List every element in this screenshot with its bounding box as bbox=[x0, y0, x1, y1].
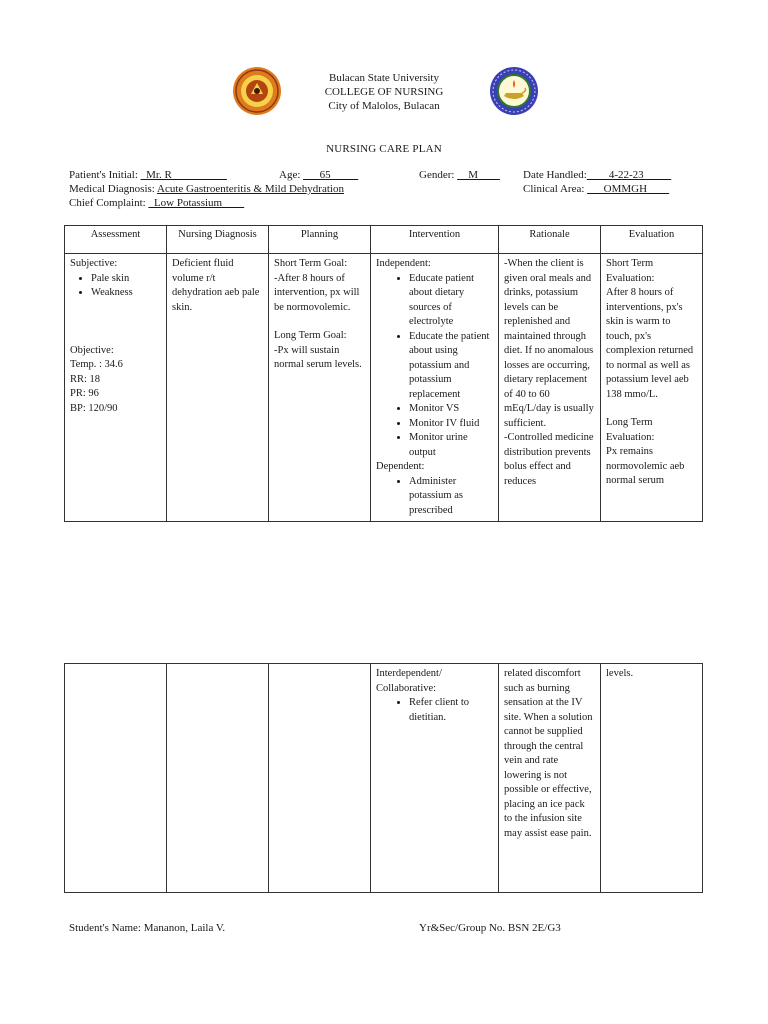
rationale-cell bbox=[499, 254, 601, 522]
column-header-rationale: Rationale bbox=[499, 226, 601, 254]
gender-line bbox=[419, 169, 500, 181]
table-row bbox=[65, 664, 703, 893]
objective-item: BP: 120/90 bbox=[70, 402, 118, 414]
objective-item: RR: 18 bbox=[70, 373, 101, 385]
student-name-line bbox=[69, 922, 225, 934]
university-seal-icon bbox=[232, 66, 282, 116]
table-row bbox=[65, 254, 703, 522]
gender-value: __M____ bbox=[457, 169, 500, 181]
gender-label: Gender: bbox=[419, 169, 458, 181]
rationale-paragraph: -When the client is given oral meals and drinks, potassium levels can be replenished and maintained through diet. If no anomalous losses are occurring, dietary replacement of 40 to 60 mEq/L/day is usually sufficient. bbox=[504, 258, 594, 429]
column-header-evaluation: Evaluation bbox=[601, 226, 703, 254]
care-plan-table bbox=[64, 225, 703, 522]
section-group-value: BSN 2E/G3 bbox=[507, 922, 561, 934]
nursing-diagnosis-cell-empty bbox=[167, 664, 269, 893]
age-line bbox=[279, 169, 358, 181]
list-item: • Pale skin bbox=[91, 272, 161, 287]
section-group-label: Yr&Sec/Group No. bbox=[419, 922, 508, 934]
objective-label: Objective: bbox=[70, 344, 114, 356]
long-term-evaluation-label: Long Term Evaluation: bbox=[606, 417, 655, 443]
student-name-value: Mananon, Laila V. bbox=[143, 922, 226, 934]
list-item: • Educate the patient about using potassium and potassium replacement bbox=[409, 330, 493, 403]
planning-cell-empty bbox=[269, 664, 371, 893]
objective-item: Temp. : 34.6 bbox=[70, 359, 123, 370]
objective-item: PR: 96 bbox=[70, 388, 99, 399]
rationale-cell: related discomfort such as burning sensation at the IV site. When a solution cannot be supplied through the central vein and rate lowering is not possible or effective, placing an ice pack to the infusion site may assist ease pain. bbox=[499, 664, 601, 893]
collaborative-list bbox=[376, 696, 493, 725]
evaluation-cell: levels. bbox=[601, 664, 703, 893]
planning-cell bbox=[269, 254, 371, 522]
clinical-area-line bbox=[523, 183, 669, 195]
date-line bbox=[523, 169, 671, 181]
nursing-diagnosis-cell: Deficient fluid volume r/t dehydration aeb pale skin. bbox=[167, 254, 269, 522]
chief-complaint-label: Chief Complaint: bbox=[69, 197, 149, 209]
date-label: Date Handled: bbox=[523, 169, 587, 181]
list-item: • Monitor urine output bbox=[409, 431, 493, 460]
column-header-nursing-diagnosis: Nursing Diagnosis bbox=[167, 226, 269, 254]
short-term-goal-text: -After 8 hours of intervention, px will be normovolemic. bbox=[274, 272, 360, 313]
subjective-list bbox=[70, 272, 161, 301]
short-term-goal-label: Short Term Goal: bbox=[274, 258, 348, 269]
chief-complaint-value: _Low Potassium____ bbox=[148, 197, 245, 209]
long-term-goal-text: -Px will sustain normal serum levels. bbox=[274, 344, 362, 370]
medical-diagnosis-label: Medical Diagnosis: bbox=[69, 183, 157, 195]
list-item: • Educate patient about dietary sources of electrolyte bbox=[409, 272, 493, 330]
table-header-row bbox=[65, 226, 703, 254]
assessment-cell bbox=[65, 254, 167, 522]
list-item: • Weakness bbox=[91, 286, 161, 301]
list-item: • Monitor VS bbox=[409, 402, 493, 417]
university-header bbox=[284, 71, 484, 113]
nursing-lamp-seal-icon bbox=[489, 66, 539, 116]
short-term-evaluation-label: Short Term Evaluation: bbox=[606, 258, 655, 284]
college-name: COLLEGE OF NURSING bbox=[324, 86, 444, 98]
long-term-goal-label: Long Term Goal: bbox=[274, 330, 347, 341]
dependent-list bbox=[376, 475, 493, 519]
date-value: ____4-22-23_____ bbox=[586, 169, 672, 181]
section-group-line bbox=[419, 922, 561, 934]
intervention-cell bbox=[371, 664, 499, 893]
chief-complaint-line bbox=[69, 197, 244, 209]
patient-initial-line bbox=[69, 169, 227, 181]
independent-list bbox=[376, 272, 493, 461]
collaborative-label: Interdependent/ Collaborative: bbox=[376, 668, 442, 694]
intervention-cell bbox=[371, 254, 499, 522]
dependent-label: Dependent: bbox=[376, 461, 425, 472]
short-term-evaluation-text: After 8 hours of interventions, px's skin is warm to touch, px's complexion returned to normal as well as potassium level aeb 138 mmo/L. bbox=[606, 287, 694, 400]
age-value: ___65_____ bbox=[303, 169, 359, 181]
list-item: • Administer potassium as prescribed bbox=[409, 475, 493, 519]
subjective-label: Subjective: bbox=[70, 258, 118, 269]
list-item: • Monitor IV fluid bbox=[409, 417, 493, 432]
age-label: Age: bbox=[279, 169, 304, 181]
student-name-label: Student's Name: bbox=[69, 922, 144, 934]
medical-diagnosis-line bbox=[69, 183, 344, 195]
care-plan-table-continued bbox=[64, 663, 703, 893]
university-location: City of Malolos, Bulacan bbox=[328, 100, 440, 112]
long-term-evaluation-text: Px remains normovolemic aeb normal serum bbox=[606, 446, 685, 486]
column-header-intervention: Intervention bbox=[371, 226, 499, 254]
assessment-cell-empty bbox=[65, 664, 167, 893]
column-header-assessment: Assessment bbox=[65, 226, 167, 254]
independent-label: Independent: bbox=[376, 258, 431, 269]
clinical-area-label: Clinical Area: bbox=[523, 183, 588, 195]
rationale-paragraph: -Controlled medicine distribution prevents bolus effect and reduces bbox=[504, 432, 594, 487]
clinical-area-value: ___OMMGH____ bbox=[587, 183, 670, 195]
column-header-planning: Planning bbox=[269, 226, 371, 254]
patient-initial-label: Patient's Initial: bbox=[69, 169, 141, 181]
medical-diagnosis-value: Acute Gastroenteritis & Mild Dehydration bbox=[157, 183, 344, 195]
document-title: NURSING CARE PLAN bbox=[326, 143, 442, 155]
patient-initial-value: _Mr. R__________ bbox=[140, 169, 227, 181]
list-item: • Refer client to dietitian. bbox=[409, 696, 493, 725]
university-name: Bulacan State University bbox=[329, 72, 439, 84]
evaluation-cell bbox=[601, 254, 703, 522]
